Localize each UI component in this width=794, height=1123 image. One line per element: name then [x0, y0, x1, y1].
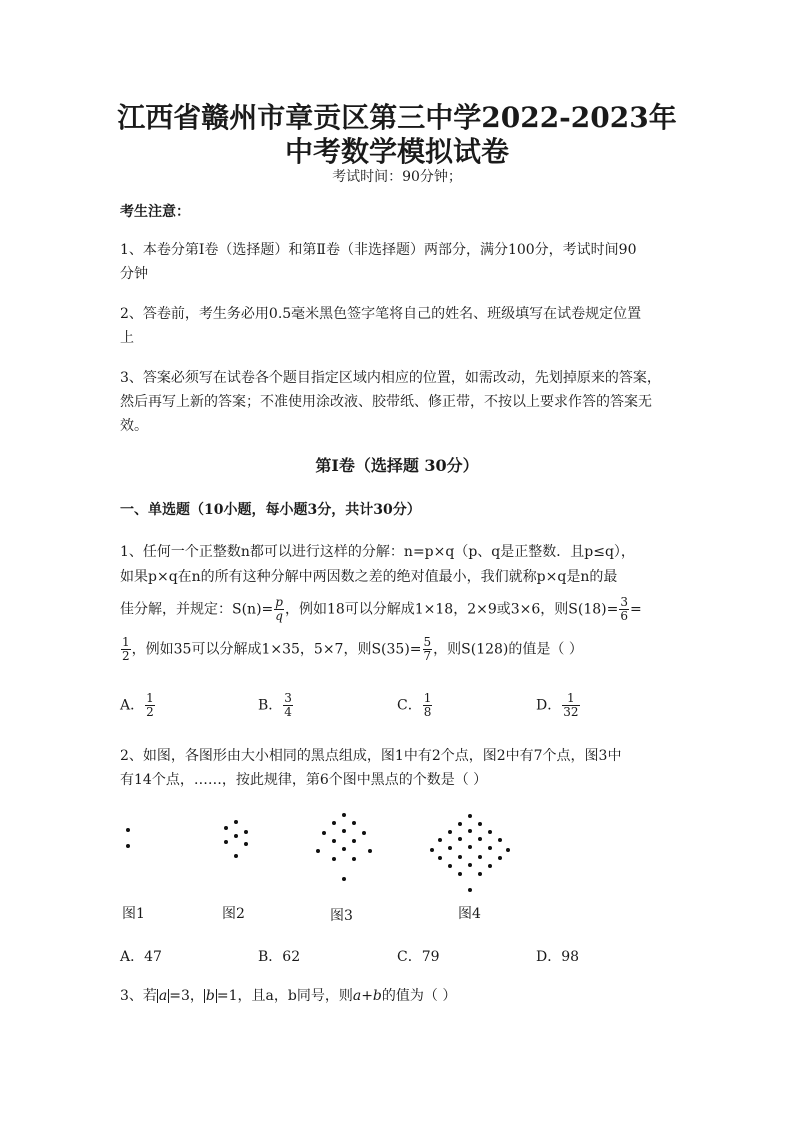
q1-line3-text-a: 佳分解，并规定：S(n)= [120, 601, 274, 618]
q1-option-c[interactable]: C． $\frac{1}{8}$ [397, 691, 432, 719]
figure-4-dot [430, 848, 434, 852]
figure-3-dot [362, 831, 366, 835]
figure-label-2: 图2 [222, 906, 245, 922]
q1-line3-text-b: ，例如18可以分解成1×18，2×9或3×6，则S(18)= [284, 601, 619, 618]
q1-option-d[interactable]: D． $\frac{1}{32}$ [536, 691, 579, 719]
figure-4-dot [488, 846, 492, 850]
q1-line2: 如果p×q在n的所有这种分解中两因数之差的绝对值最小，我们就称p×q是n的最 [120, 569, 618, 585]
figure-4-dot [478, 855, 482, 859]
option-b-fraction: $\frac{3}{4}$ [284, 691, 292, 719]
figure-3-dot [316, 849, 320, 853]
figure-2-dot [244, 830, 248, 834]
abs-a: a [158, 988, 168, 1004]
figure-4-dot [506, 848, 510, 852]
figure-2-dot [234, 854, 238, 858]
fraction-5-over-7: $\frac{5}{7}$ [423, 635, 432, 663]
figure-2-dot [224, 840, 228, 844]
figure-3-dot [342, 877, 346, 881]
figure-1-dot [126, 828, 130, 832]
figure-label-1: 图1 [122, 906, 145, 922]
figure-3-dot [342, 813, 346, 817]
figure-4-dot [468, 888, 472, 892]
option-d-fraction: $\frac{1}{32}$ [563, 691, 579, 719]
figure-4-dot [498, 838, 502, 842]
figure-4-dot [498, 856, 502, 860]
notes-heading: 考生注意： [120, 204, 190, 220]
figure-2-dot [244, 842, 248, 846]
figure-4-dot [478, 837, 482, 841]
figure-3-dot [352, 821, 356, 825]
fraction-3-over-6: $\frac{3}{6}$ [620, 595, 629, 623]
figure-2-dot [224, 826, 228, 830]
figure-4-dot [458, 837, 462, 841]
figure-4-dot [488, 830, 492, 834]
note-2-line2: 上 [120, 330, 134, 346]
figure-4-dot [488, 864, 492, 868]
figure-4-dot [458, 855, 462, 859]
q1-line4-text-b: ，则S(128)的值是（ ） [433, 641, 583, 658]
figure-4-dot [448, 864, 452, 868]
figure-label-3: 图3 [330, 908, 353, 924]
figure-3-dot [332, 857, 336, 861]
note-3-line3: 效。 [120, 418, 148, 434]
figure-4-dot [458, 822, 462, 826]
figure-4-dot [448, 830, 452, 834]
part-heading: 一、单选题（10小题，每小题3分，共计30分） [120, 502, 421, 518]
figure-3-dot [352, 857, 356, 861]
expr-a-plus-b: a+b [352, 988, 382, 1004]
figure-3-dot [342, 829, 346, 833]
q1-option-b[interactable]: B． $\frac{3}{4}$ [258, 691, 292, 719]
q3-line: 3、若 a =3， b =1，且a，b同号，则a+b的值为（ ） [120, 988, 457, 1004]
figure-1-dot [126, 844, 130, 848]
figure-3-dot [368, 849, 372, 853]
q1-line4-text-a: ，例如35可以分解成1×35，5×7，则S(35)= [131, 641, 422, 658]
option-c-fraction: $\frac{1}{8}$ [423, 691, 432, 719]
q2-option-a[interactable]: A．47 [120, 949, 162, 965]
q1-option-a[interactable]: A． $\frac{1}{2}$ [120, 691, 154, 719]
figure-3-dot [342, 847, 346, 851]
figure-3-dot [332, 821, 336, 825]
figure-4-dot [468, 845, 472, 849]
note-1-line2: 分钟 [120, 266, 148, 282]
figure-4-dot [468, 814, 472, 818]
fraction-p-over-q: $\frac{p}{q}$ [275, 595, 283, 623]
figure-4-dot [478, 822, 482, 826]
figure-4-dot [468, 863, 472, 867]
q2-option-b[interactable]: B．62 [258, 949, 301, 965]
figure-4-dot [478, 872, 482, 876]
section-title: 第I卷（选择题 30分） [315, 456, 479, 475]
exam-title-line2: 中考数学模拟试卷 [284, 135, 509, 168]
q2-option-c[interactable]: C．79 [397, 949, 440, 965]
q1-line3 [120, 596, 642, 623]
figure-2-dot [234, 820, 238, 824]
fraction-1-over-2: $\frac{1}{2}$ [122, 635, 130, 663]
q1-line1: 1、任何一个正整数n都可以进行这样的分解：n=p×q（p、q是正整数．且p≤q）， [120, 544, 635, 560]
q1-line3-text-c: = [630, 601, 642, 618]
abs-b: b [205, 988, 215, 1004]
exam-time: 考试时间：90分钟； [332, 169, 462, 185]
q2-line1: 2、如图，各图形由大小相同的黑点组成，图1中有2个点，图2中有7个点，图3中 [120, 748, 622, 764]
note-1-line1: 1、本卷分第I卷（选择题）和第Ⅱ卷（非选择题）两部分，满分100分，考试时间90 [120, 242, 637, 258]
note-2-line1: 2、答卷前，考生务必用0.5毫米黑色签字笔将自己的姓名、班级填写在试卷规定位置 [120, 306, 642, 322]
option-a-fraction: $\frac{1}{2}$ [146, 691, 154, 719]
figure-4-dot [438, 856, 442, 860]
note-3-line2: 然后再写上新的答案；不准使用涂改液、胶带纸、修正带，不按以上要求作答的答案无 [120, 394, 652, 410]
figure-3-dot [352, 839, 356, 843]
exam-title-line1: 江西省赣州市章贡区第三中学2022-2023年 [117, 101, 677, 134]
figure-3-dot [322, 831, 326, 835]
q2-line2: 有14个点，……，按此规律，第6个图中黑点的个数是（ ） [120, 772, 488, 788]
figure-4-dot [438, 838, 442, 842]
q1-line4 [120, 636, 583, 663]
q2-option-d[interactable]: D．98 [536, 949, 580, 965]
figure-4-dot [458, 872, 462, 876]
figure-2-dot [234, 834, 238, 838]
figure-label-4: 图4 [458, 906, 481, 922]
figure-4-dot [468, 829, 472, 833]
figure-3-dot [332, 839, 336, 843]
note-3-line1: 3、答案必须写在试卷各个题目指定区域内相应的位置，如需改动，先划掉原来的答案， [120, 370, 661, 386]
figure-4-dot [448, 846, 452, 850]
